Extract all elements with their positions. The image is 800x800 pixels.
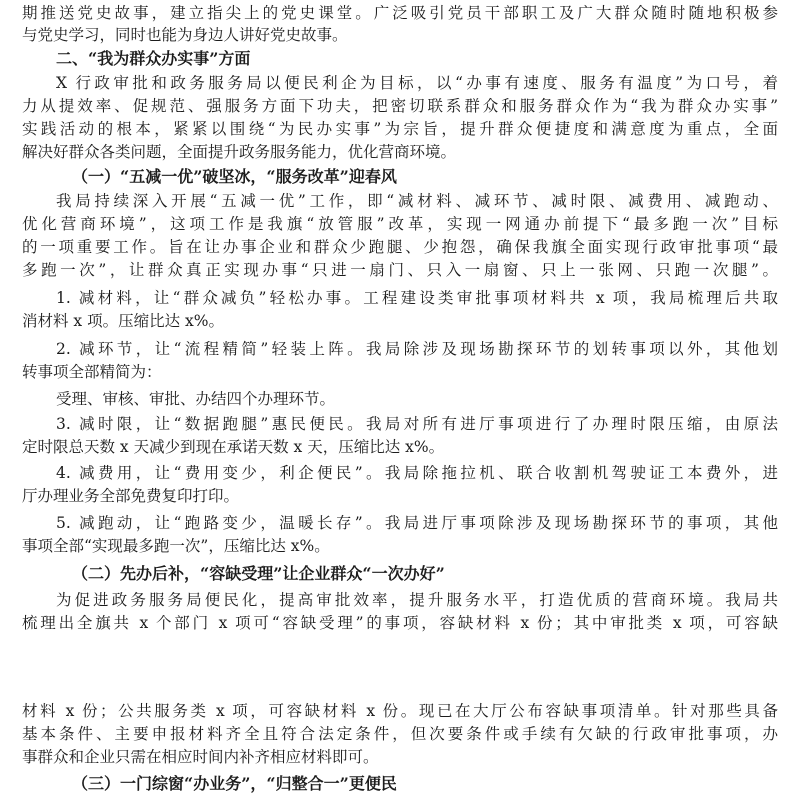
- body-line: 为促进政务服务局便民化，提高审批效率，提升服务水平，打造优质的营商环境。我局共: [56, 591, 778, 609]
- list-item-line: 3. 减时限，让“数据跑腿”惠民便民。我局对所有进厅事项进行了办理时限压缩，由原法: [56, 415, 778, 433]
- list-item-line: 事项全部“实现最多跑一次”，压缩比达 x%。: [22, 537, 330, 555]
- body-line: 材料 x 份；公共服务类 x 项，可容缺材料 x 份。现已在大厅公布容缺事项清单。针对那些具备: [22, 702, 778, 720]
- subsection-heading: （三）一门综窗“办业务”，“归整合一”更便民: [72, 774, 397, 793]
- section-heading: 二、“我为群众办实事”方面: [56, 49, 251, 68]
- body-line: 力从提效率、促规范、强服务方面下功夫，把密切联系群众和服务群众作为“我为群众办实事”: [22, 97, 778, 115]
- body-line: X 行政审批和政务服务局以便民利企为目标，以“办事有速度、服务有温度”为口号，着: [56, 74, 778, 92]
- list-item-line: 消材料 x 项。压缩比达 x%。: [22, 312, 224, 330]
- body-line: 多跑一次”，让群众真正实现办事“只进一扇门、只入一扇窗、只上一张网、只跑一次腿”。: [22, 261, 778, 279]
- subsection-heading: （一）“五减一优”破坚冰，“服务改革”迎春风: [72, 167, 397, 186]
- list-item-line: 4. 减费用，让“费用变少，利企便民”。我局除拖拉机、联合收割机驾驶证工本费外，进: [56, 464, 778, 482]
- list-item-line: 转事项全部精简为：: [22, 363, 162, 381]
- body-line: 的一项重要工作。旨在让办事企业和群众少跑腿、少抱怨，确保我旗全面实现行政审批事项“最: [22, 238, 778, 256]
- list-item-line: 厅办理业务全部免费复印打印。: [22, 487, 240, 505]
- body-line: 基本条件、主要申报材料齐全且符合法定条件，但次要条件或手续有欠缺的行政审批事项，办: [22, 725, 778, 743]
- page-break-gap: [0, 648, 800, 692]
- body-line: 我局持续深入开展“五减一优”工作，即“减材料、减环节、减时限、减费用、减跑动、: [56, 192, 778, 210]
- body-line: 与党史学习，同时也能为身边人讲好党史故事。: [22, 26, 348, 44]
- body-line: 梳理出全旗共 x 个部门 x 项可“容缺受理”的事项，容缺材料 x 份；其中审批类 x 项，可容缺: [22, 614, 778, 632]
- list-item-line: 1. 减材料，让“群众减负”轻松办事。工程建设类审批事项材料共 x 项，我局梳理后共取: [56, 289, 778, 307]
- body-line: 实践活动的根本，紧紧以围绕“为民办实事”为宗旨，提升群众便捷度和满意度为重点，全面: [22, 120, 778, 138]
- body-line: 期推送党史故事，建立指尖上的党史课堂。广泛吸引党员干部职工及广大群众随时随地积极参: [22, 4, 778, 22]
- body-line: 受理、审核、审批、办结四个办理环节。: [56, 390, 336, 408]
- list-item-line: 5. 减跑动，让“跑路变少，温暖长存”。我局进厅事项除涉及现场勘探环节的事项，其他: [56, 514, 778, 532]
- subsection-heading: （二）先办后补，“容缺受理”让企业群众“一次办好”: [72, 564, 445, 583]
- list-item-line: 定时限总天数 x 天减少到现在承诺天数 x 天，压缩比达 x%。: [22, 438, 445, 456]
- body-line: 优化营商环境”，这项工作是我旗“放管服”改革，实现一网通办前提下“最多跑一次”目标: [22, 215, 778, 233]
- body-line: 事群众和企业只需在相应时间内补齐相应材料即可。: [22, 748, 379, 766]
- list-item-line: 2. 减环节，让“流程精简”轻装上阵。我局除涉及现场勘探环节的划转事项以外，其他划: [56, 340, 778, 358]
- body-line: 解决好群众各类问题，全面提升政务服务能力，优化营商环境。: [22, 143, 457, 161]
